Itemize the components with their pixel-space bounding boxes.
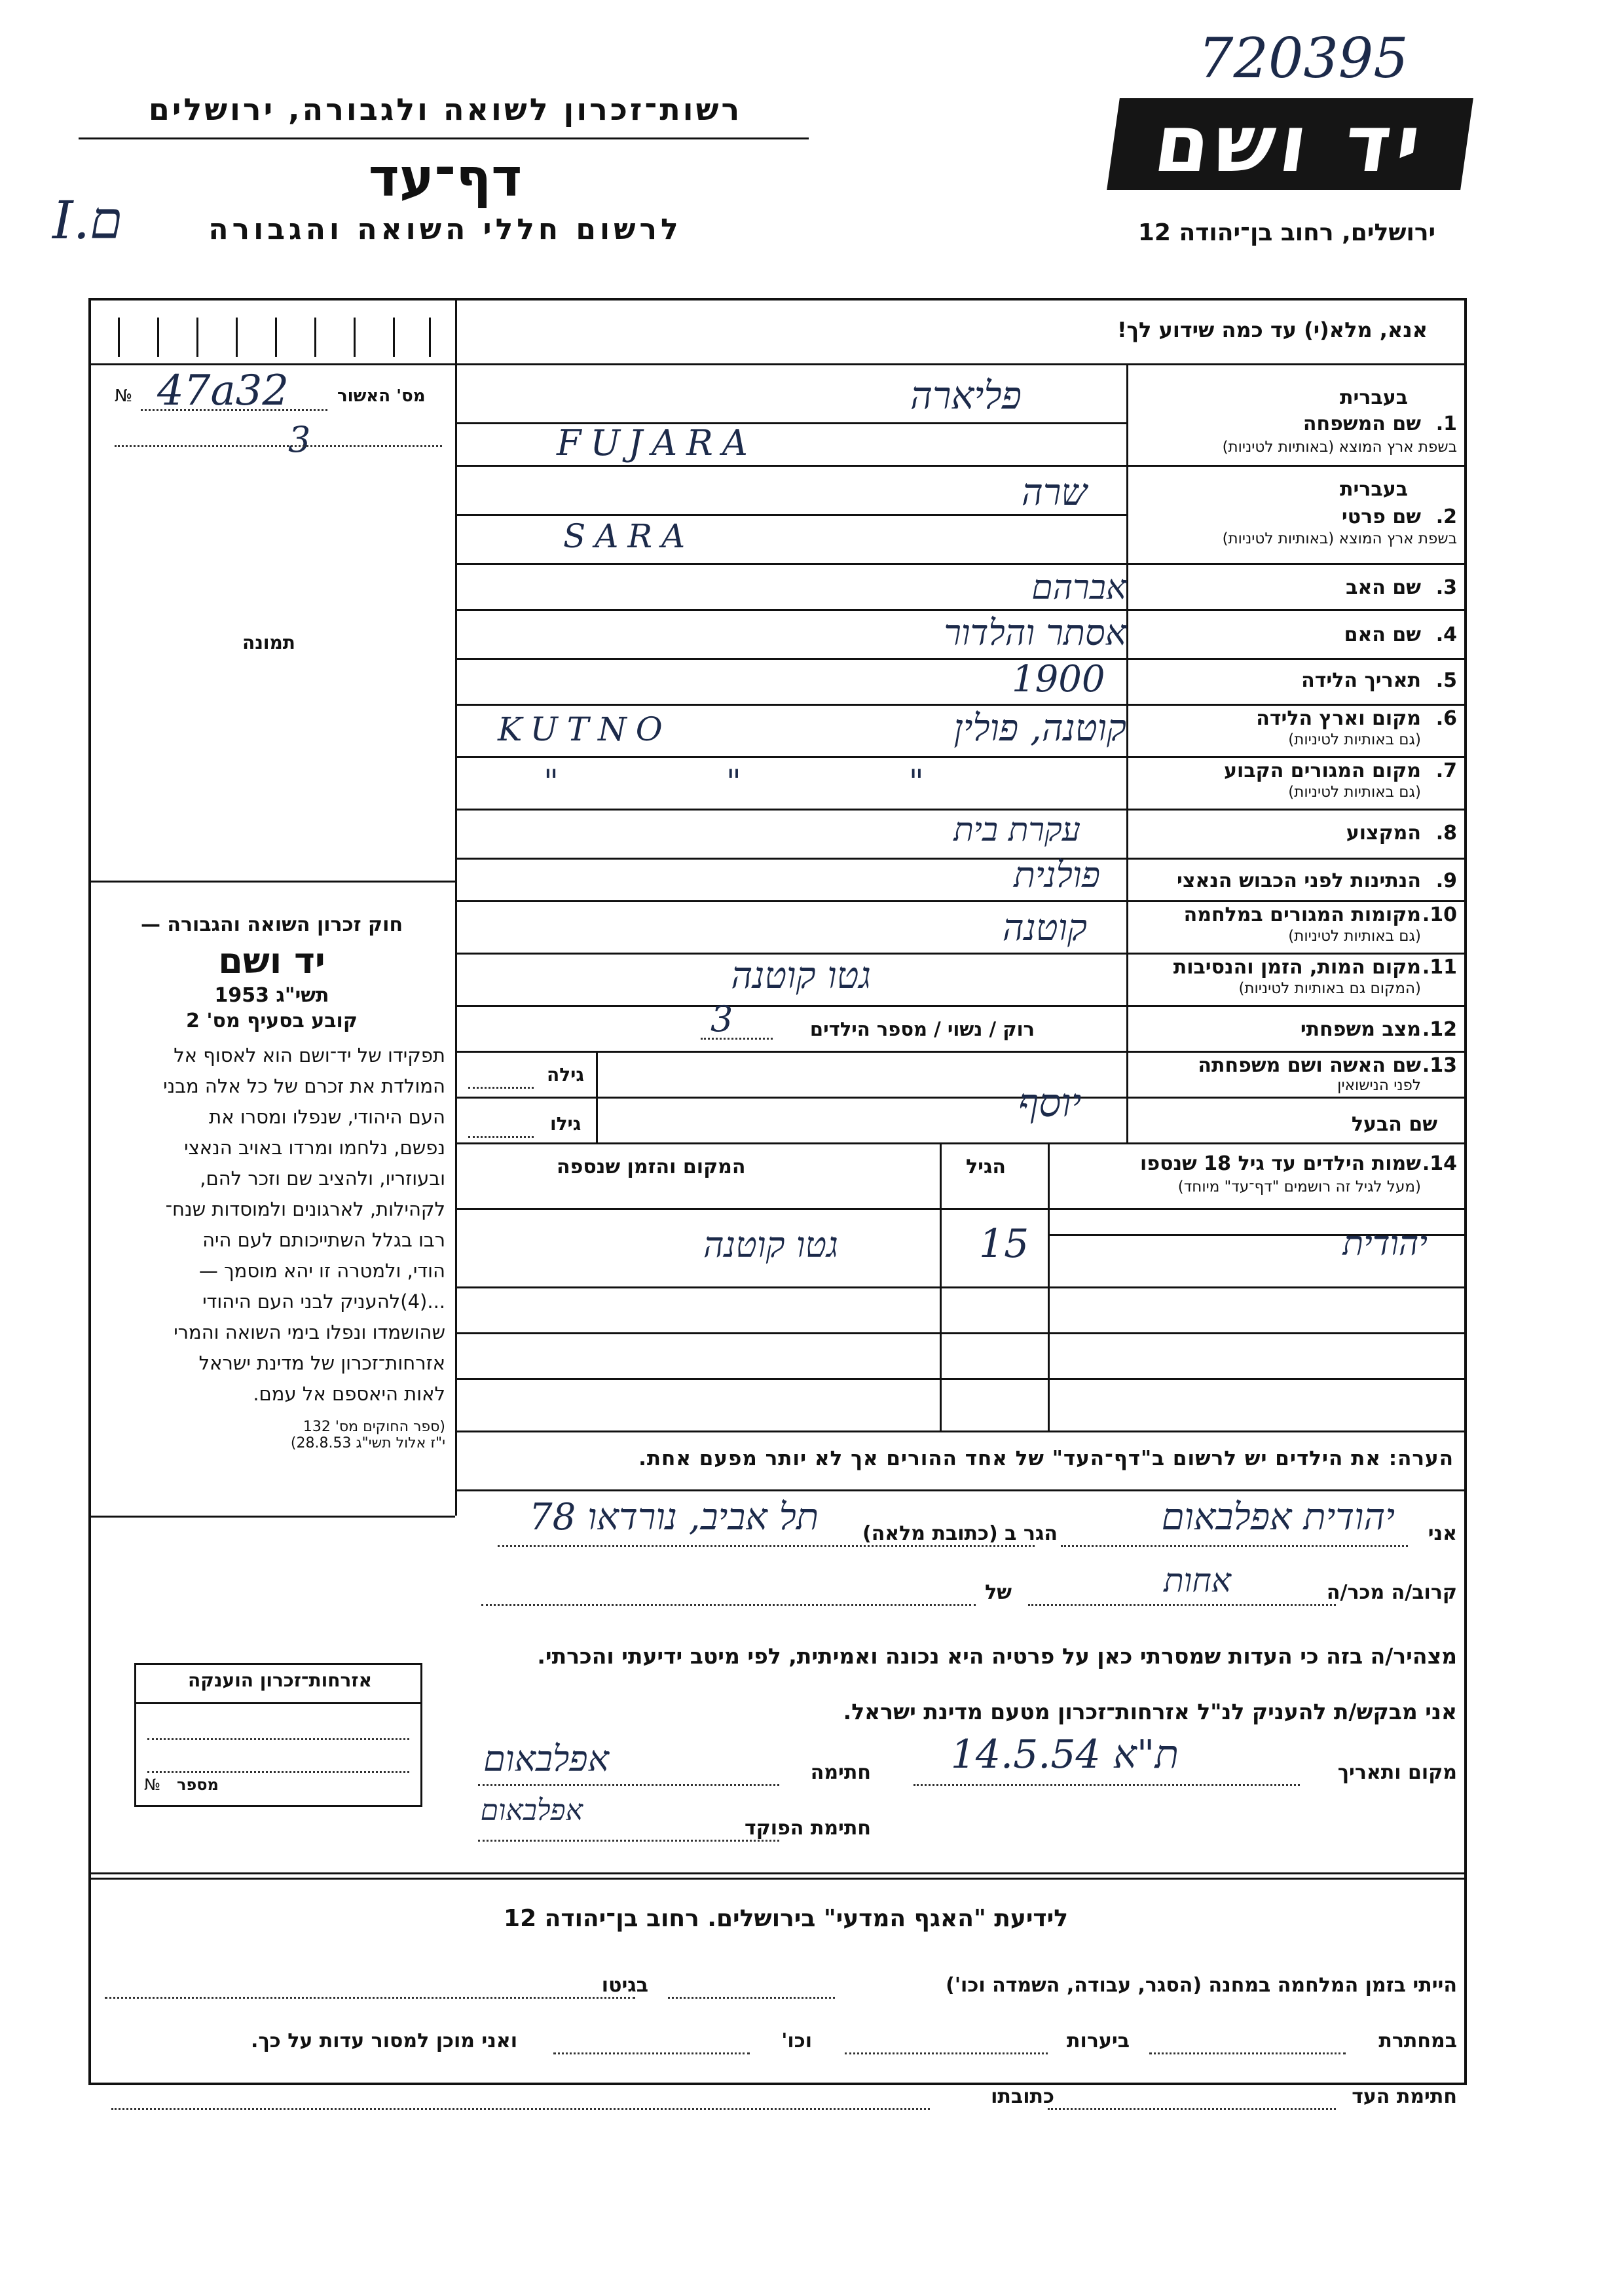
field-5-value[interactable]: 1900 (1012, 658, 1105, 701)
field-4-number: 4. (1435, 623, 1457, 646)
field-12-options: רוק / נשוי / מספר הילדים (809, 1018, 1035, 1040)
field-8-value[interactable]: עקרת בית (953, 811, 1080, 848)
field-2-number: 2. (1435, 505, 1457, 528)
receipt-number-value: 47a32 (157, 367, 289, 415)
field-4-value[interactable]: אסתר והלדור (944, 612, 1126, 653)
request-text: אני מבקש/ת להעניק לנ"ל אזרחות־זכרון מטעם מדינת ישראל. (843, 1699, 1457, 1724)
footer-line3-start: חתימת העד (1352, 2085, 1457, 2108)
form-subtitle: לרשום חללי השואה והגבורה (208, 213, 682, 246)
field-1-hebrew-tag: בעברית (1340, 386, 1408, 409)
field-6-sub: (גם באותיות לטיניות) (1288, 731, 1421, 748)
field-2-label: שם פרטי (1341, 505, 1421, 528)
field-1-sub: בשפת ארץ המוצא (באותיות לטיניות) (1222, 439, 1457, 456)
footer-line1-start: הייתי בזמן המלחמה במחנה (הסגר, עבודה, השמדה וכו') (946, 1974, 1457, 1997)
law-source-1: (ספר החוקים מס' 132 (303, 1419, 445, 1435)
law-line: נפשם, נלחמו ומרדו באויב הנאצי (184, 1137, 445, 1159)
signature-value[interactable]: אפלבאום (483, 1738, 609, 1779)
logo-text: יד ושם (1149, 98, 1431, 190)
law-clause: קובע בסעיף מס' 2 (186, 1010, 358, 1032)
field-4-label: שם האם (1344, 623, 1421, 646)
footer-title: לידיעת "האגף המדעי" בירושלים. רחוב בן־יהודה 12 (504, 1905, 1068, 1932)
declarant-of-label: של (985, 1581, 1012, 1604)
receipt-number-extra: 3 (288, 419, 311, 460)
field-8-label: המקצוע (1346, 822, 1421, 845)
declaration-text: מצהיר/ה בזה כי העדות שמסרתי כאן על פרטיה היא נכונה ואמיתית, לפי מיטב ידיעתי והכרתי. (537, 1643, 1457, 1669)
child-1-age[interactable]: 15 (979, 1221, 1029, 1267)
footer-line2-mid1: ביערות (1067, 2030, 1130, 2052)
field-9-number: 9. (1435, 869, 1457, 892)
receipt-number-label: מס' האשור (337, 386, 426, 406)
law-source-2: י"ז אלול תשי"ג 28.8.53) (290, 1435, 445, 1451)
institution-address: ירושלים, רחוב בן־יהודה 12 (1137, 219, 1436, 246)
law-line: לקהילות, לארגונים ולמוסדות שנח־ (165, 1198, 445, 1220)
husband-name-value[interactable]: יוסף (1018, 1080, 1082, 1126)
law-line: ...(4)להעניק לבני העם היהודי (202, 1290, 445, 1313)
field-2-value-hebrew[interactable]: שרה (1022, 471, 1087, 514)
field-1-value-latin[interactable]: FUJARA (557, 422, 757, 464)
field-10-number: 10. (1422, 903, 1457, 926)
field-11-sub: (המקום גם באותיות לטיניות) (1238, 980, 1421, 997)
children-table-header-place: המקום והזמן שנספה (557, 1156, 746, 1178)
authority-name: רשות־זכרון לשואה ולגבורה, ירושלים (148, 92, 743, 127)
field-3-label: שם האב (1346, 576, 1421, 599)
law-line: המולדת את זכרם של כל אלה מבני (163, 1075, 445, 1097)
archive-number: 720395 (1198, 26, 1409, 90)
law-lines (98, 1040, 445, 1410)
child-1-place[interactable]: גטו קוטנה (703, 1224, 838, 1266)
field-8-number: 8. (1435, 822, 1457, 845)
field-3-value[interactable]: אברהם (1031, 568, 1126, 608)
children-table-header-age: הגיל (966, 1156, 1006, 1178)
field-13-label: שם האשה ושם משפחתה (1198, 1054, 1421, 1077)
initials-mark: I.ם (52, 190, 122, 251)
law-title: חוק זכרון השואה והגבורה — (140, 913, 403, 936)
child-1-name[interactable]: יהודית (1342, 1224, 1428, 1264)
citizenship-box-number-label: מספר (177, 1776, 219, 1794)
photo-placeholder-label: תמונה (242, 632, 295, 653)
children-table-number: 14. (1422, 1152, 1457, 1175)
footer-line2-end: ואני מוכן למסור עדות על כך. (251, 2030, 517, 2052)
law-text-block (98, 913, 445, 1451)
field-11-value[interactable]: גטו קוטנה (731, 955, 871, 997)
field-1-number: 1. (1435, 412, 1457, 435)
note-text: הערה: את הילדים יש לרשום ב"דף־העד" של אחד ההורים אך לא יותר מפעם אחת. (638, 1447, 1454, 1470)
law-line: לאות היאספם אל עמם. (253, 1383, 445, 1405)
law-line: הודי, ולמטרה זו יהא מוסמך — (198, 1260, 445, 1282)
law-line: העם היהודי, שנפלו ומסרו את (209, 1106, 445, 1128)
declarant-relation-label: קרוב/ה מכר/ה (1326, 1581, 1457, 1604)
children-table-header-name: שמות הילדים עד גיל 18 שנספו (1140, 1152, 1421, 1175)
field-1-value-hebrew[interactable]: פליארה (910, 373, 1022, 418)
law-name: יד ושם (218, 940, 325, 981)
field-11-label: מקום המות, הזמן והנסיבות (1173, 956, 1421, 979)
field-13-sub: לפני הנישואין (1337, 1077, 1421, 1094)
yad-vashem-logo (1107, 98, 1473, 190)
footer-line3-mid: כתובתו (991, 2085, 1054, 2108)
law-line: שהושמדו ונפלו בימי השואה והמרי (174, 1321, 445, 1343)
field-7-label: מקום המגורים הקבוע (1224, 759, 1421, 782)
field-10-value[interactable]: קוטנה (1002, 907, 1087, 949)
field-6-number: 6. (1435, 707, 1457, 730)
field-10-label: מקומות המגורים במלחמה (1183, 903, 1421, 926)
field-9-label: הנתינות לפני הכבוש הנאצי (1177, 869, 1421, 892)
field-3-number: 3. (1435, 576, 1457, 599)
field-13-age-label: גילה (547, 1064, 584, 1085)
authority-underline (79, 137, 809, 139)
footer-line2-start: במחתרת (1378, 2030, 1457, 2052)
citizenship-box-no-symbol: № (144, 1776, 160, 1794)
receipt-no-symbol: № (115, 386, 133, 406)
husband-name-label: שם הבעל (1351, 1113, 1437, 1136)
field-13-number: 13. (1422, 1054, 1457, 1077)
field-7-sub: (גם באותיות לטיניות) (1288, 784, 1421, 801)
field-11-number: 11. (1422, 956, 1457, 979)
declarant-name[interactable]: יהודית אפלבאום (1161, 1496, 1395, 1539)
officer-signature-value[interactable]: אפלבאום (480, 1794, 583, 1827)
declarant-address[interactable]: תל אביב, נורדאו 78 (529, 1496, 819, 1539)
footer-line2-mid2: וכו' (781, 2030, 812, 2052)
form-title: דף־עד (368, 147, 523, 208)
place-date-value[interactable]: ת"א 14.5.54 (950, 1732, 1179, 1777)
signature-label: חתימה (810, 1761, 871, 1784)
husband-age-label: גילו (550, 1113, 581, 1135)
declarant-i-label: אני (1428, 1522, 1457, 1545)
law-line: ובעוזריו, ולהציב שם וזכר להם, (200, 1167, 445, 1190)
law-year: תשי"ג 1953 (214, 984, 329, 1007)
field-12-number: 12. (1422, 1018, 1457, 1041)
law-line: תפקידו של יד־ושם הוא לאסוף אל (174, 1044, 445, 1066)
officer-signature-label: חתימת הפוקד (745, 1817, 871, 1840)
field-2-sub: בשפת ארץ המוצא (באותיות לטיניות) (1222, 530, 1457, 547)
field-9-value[interactable]: פולנית (1013, 854, 1100, 896)
intro-text: אנא, מלא(י) עד כמה שידוע לך! (1116, 318, 1428, 342)
field-7-value[interactable]: " " " (544, 763, 924, 801)
declarant-relation-value[interactable]: אחות (1164, 1561, 1231, 1599)
footer-line1-end: בגיטו (601, 1974, 648, 1997)
field-12-label: מצב משפחתי (1300, 1018, 1421, 1041)
field-6-label: מקום וארץ הלידה (1256, 707, 1421, 730)
field-1-label: שם המשפחה (1302, 412, 1421, 435)
declarant-resides-label: הגר ב (כתובת מלאה) (862, 1522, 1058, 1545)
place-date-label: מקום ותאריך (1337, 1761, 1457, 1784)
field-7-number: 7. (1435, 759, 1457, 782)
law-line: אזרחות־זכרון של מדינת ישראל (198, 1352, 445, 1374)
field-5-label: תאריך הלידה (1301, 669, 1421, 692)
field-6-value[interactable]: קוטנה, פולין (953, 707, 1126, 750)
field-10-sub: (גם באותיות לטיניות) (1288, 928, 1421, 945)
field-6-value-latin[interactable]: KUTNO (498, 710, 672, 748)
field-5-number: 5. (1435, 669, 1457, 692)
field-12-children[interactable]: 3 (710, 998, 733, 1040)
citizenship-box-title: אזרחות־זכרון הוענקה (188, 1669, 372, 1691)
field-2-value-latin[interactable]: SARA (563, 517, 695, 555)
law-line: רבו בגלל השתייכותם לעם היה (202, 1229, 445, 1251)
field-2-hebrew-tag: בעברית (1340, 478, 1408, 501)
children-table-header-sub: (מעל לגיל זה רושמים "דף־עד" מיוחד) (1177, 1178, 1421, 1195)
